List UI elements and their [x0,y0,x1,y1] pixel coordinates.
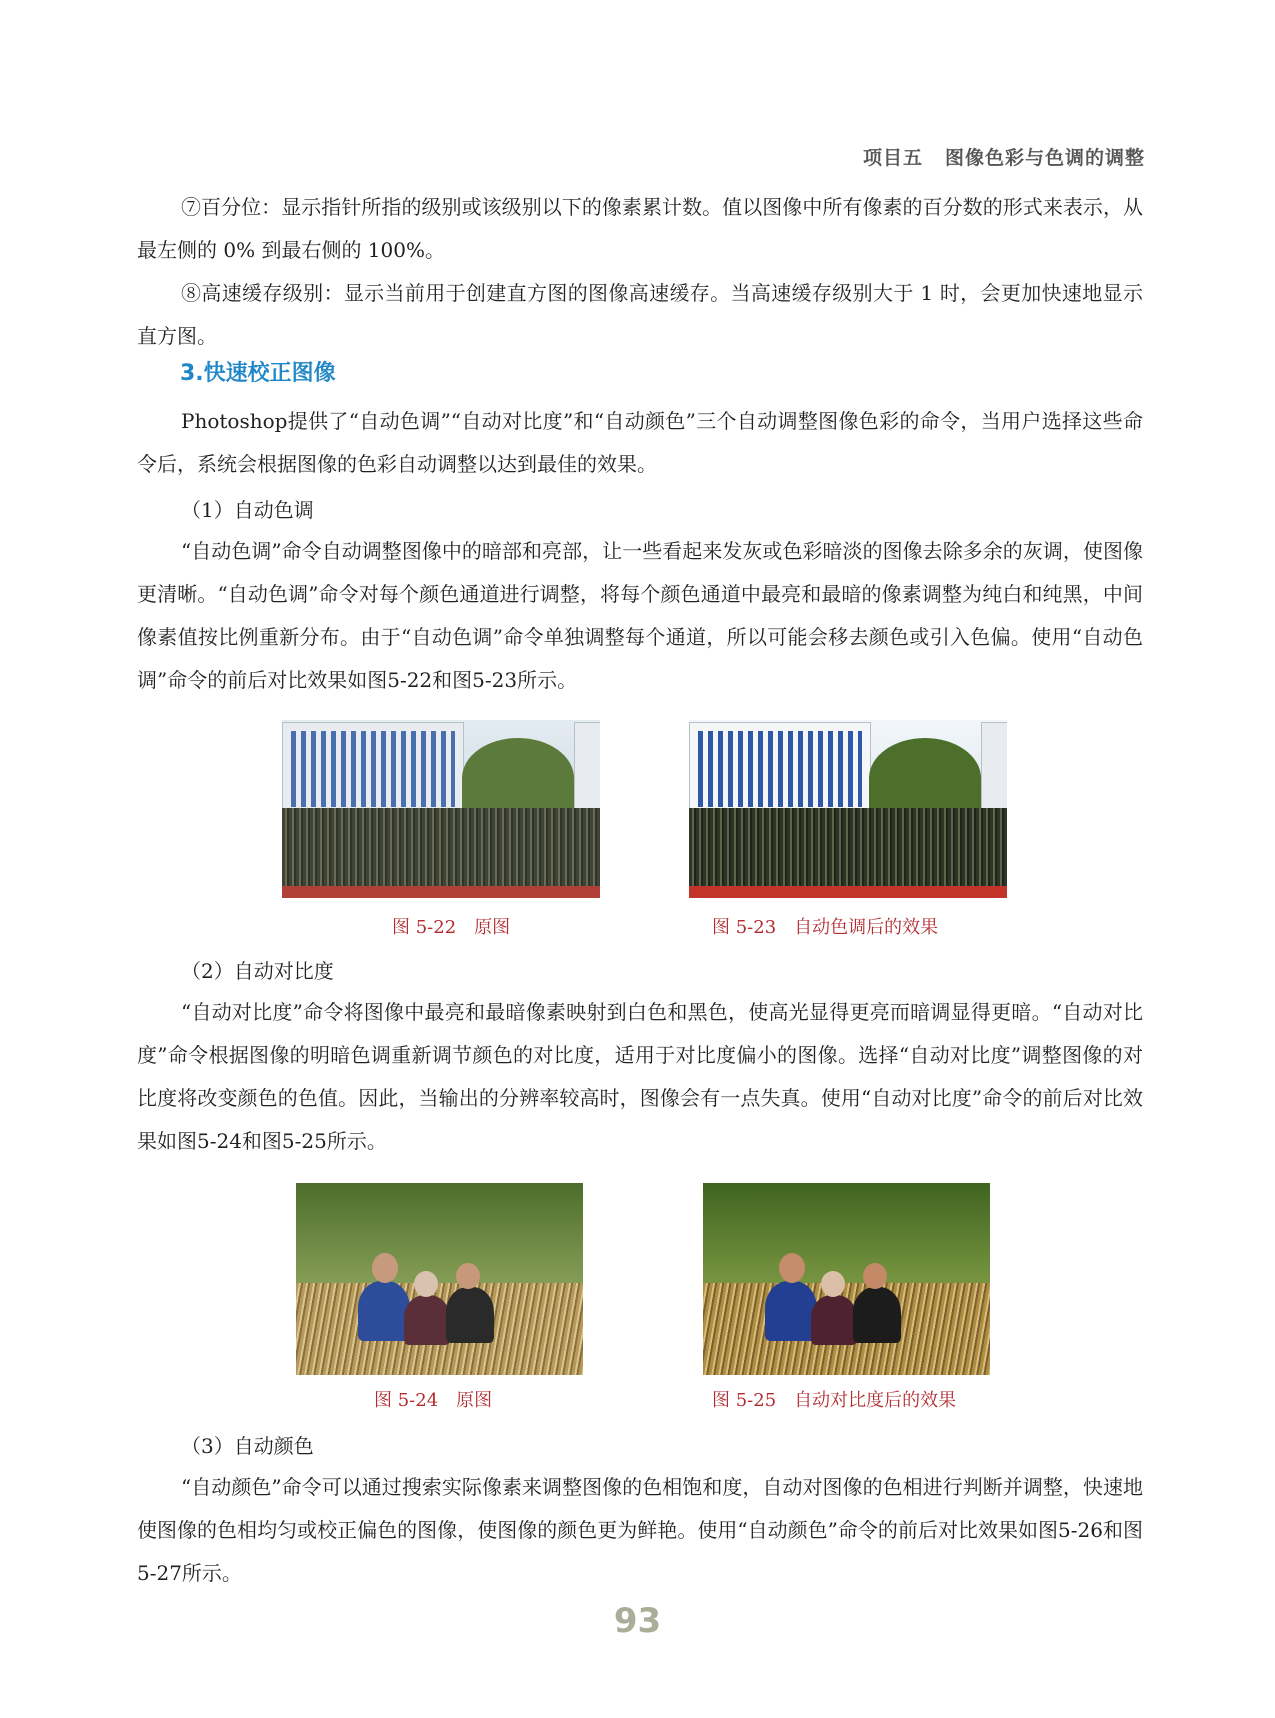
figure-5-24-image [296,1183,583,1375]
header-project: 项目五 [862,147,923,169]
paragraph-cache-level: ⑧高速缓存级别：显示当前用于创建直方图的图像高速缓存。当高速缓存级别大于 1 时，会更加快速地显示直方图。 [137,281,1143,348]
figure-5-23-image [689,720,1007,898]
figure-5-23-caption [712,913,938,939]
figure-5-24-caption [374,1386,492,1412]
paragraph-auto-contrast: “自动对比度”命令将图像中最亮和最暗像素映射到白色和黑色，使高光显得更亮而暗调显得更暗。“自动对比度”命令根据图像的明暗色调重新调节颜色的对比度，适用于对比度偏小的图像。选择“自动对比度”调整图像的对比度将改变颜色的色值。因此，当输出的分辨率较高时，图像会有一点失真。使用“自动对比度”命令的前后对比效果如图5-24和图5-25所示。 [137,1000,1143,1153]
subheading-auto-contrast: （2）自动对比度 [181,959,334,983]
paragraph-auto-tone: “自动色调”命令自动调整图像中的暗部和亮部，让一些看起来发灰或色彩暗淡的图像去除多余的灰调，使图像更清晰。“自动色调”命令对每个颜色通道进行调整，将每个颜色通道中最亮和最暗的像素调整为纯白和纯黑，中间像素值按比例重新分布。由于“自动色调”命令单独调整每个通道，所以可能会移去颜色或引入色偏。使用“自动色调”命令的前后对比效果如图5-22和图5-23所示。 [137,539,1143,692]
caption-number: 图 5-22 [392,917,457,938]
subheading-auto-color: （3）自动颜色 [181,1434,314,1458]
running-header [841,143,1145,170]
figure-5-22-caption [392,913,510,939]
figure-5-22-image [282,720,600,898]
subheading-auto-tone: （1）自动色调 [181,498,314,522]
header-title: 图像色彩与色调的调整 [944,147,1145,169]
caption-label: 自动色调后的效果 [794,917,939,938]
paragraph-percentile: ⑦百分位：显示指针所指的级别或该级别以下的像素累计数。值以图像中所有像素的百分数的形式来表示，从最左侧的 0% 到最右侧的 100%。 [137,195,1143,262]
caption-label: 原图 [456,1390,493,1411]
page-number: 93 [613,1601,662,1641]
figure-5-25-image [703,1183,990,1375]
caption-label: 原图 [474,917,511,938]
caption-number: 图 5-24 [374,1390,439,1411]
paragraph-intro: Photoshop提供了“自动色调”“自动对比度”和“自动颜色”三个自动调整图像色彩的命令，当用户选择这些命令后，系统会根据图像的色彩自动调整以达到最佳的效果。 [137,409,1143,476]
paragraph-auto-color: “自动颜色”命令可以通过搜索实际像素来调整图像的色相饱和度，自动对图像的色相进行判断并调整，快速地使图像的色相均匀或校正偏色的图像，使图像的颜色更为鲜艳。使用“自动颜色”命令的前后对比效果如图5-26和图5-27所示。 [137,1475,1143,1585]
figure-5-25-caption [712,1386,956,1412]
caption-number: 图 5-23 [712,917,777,938]
caption-label: 自动对比度后的效果 [794,1390,957,1411]
section-title: 3.快速校正图像 [180,361,336,386]
caption-number: 图 5-25 [712,1390,777,1411]
